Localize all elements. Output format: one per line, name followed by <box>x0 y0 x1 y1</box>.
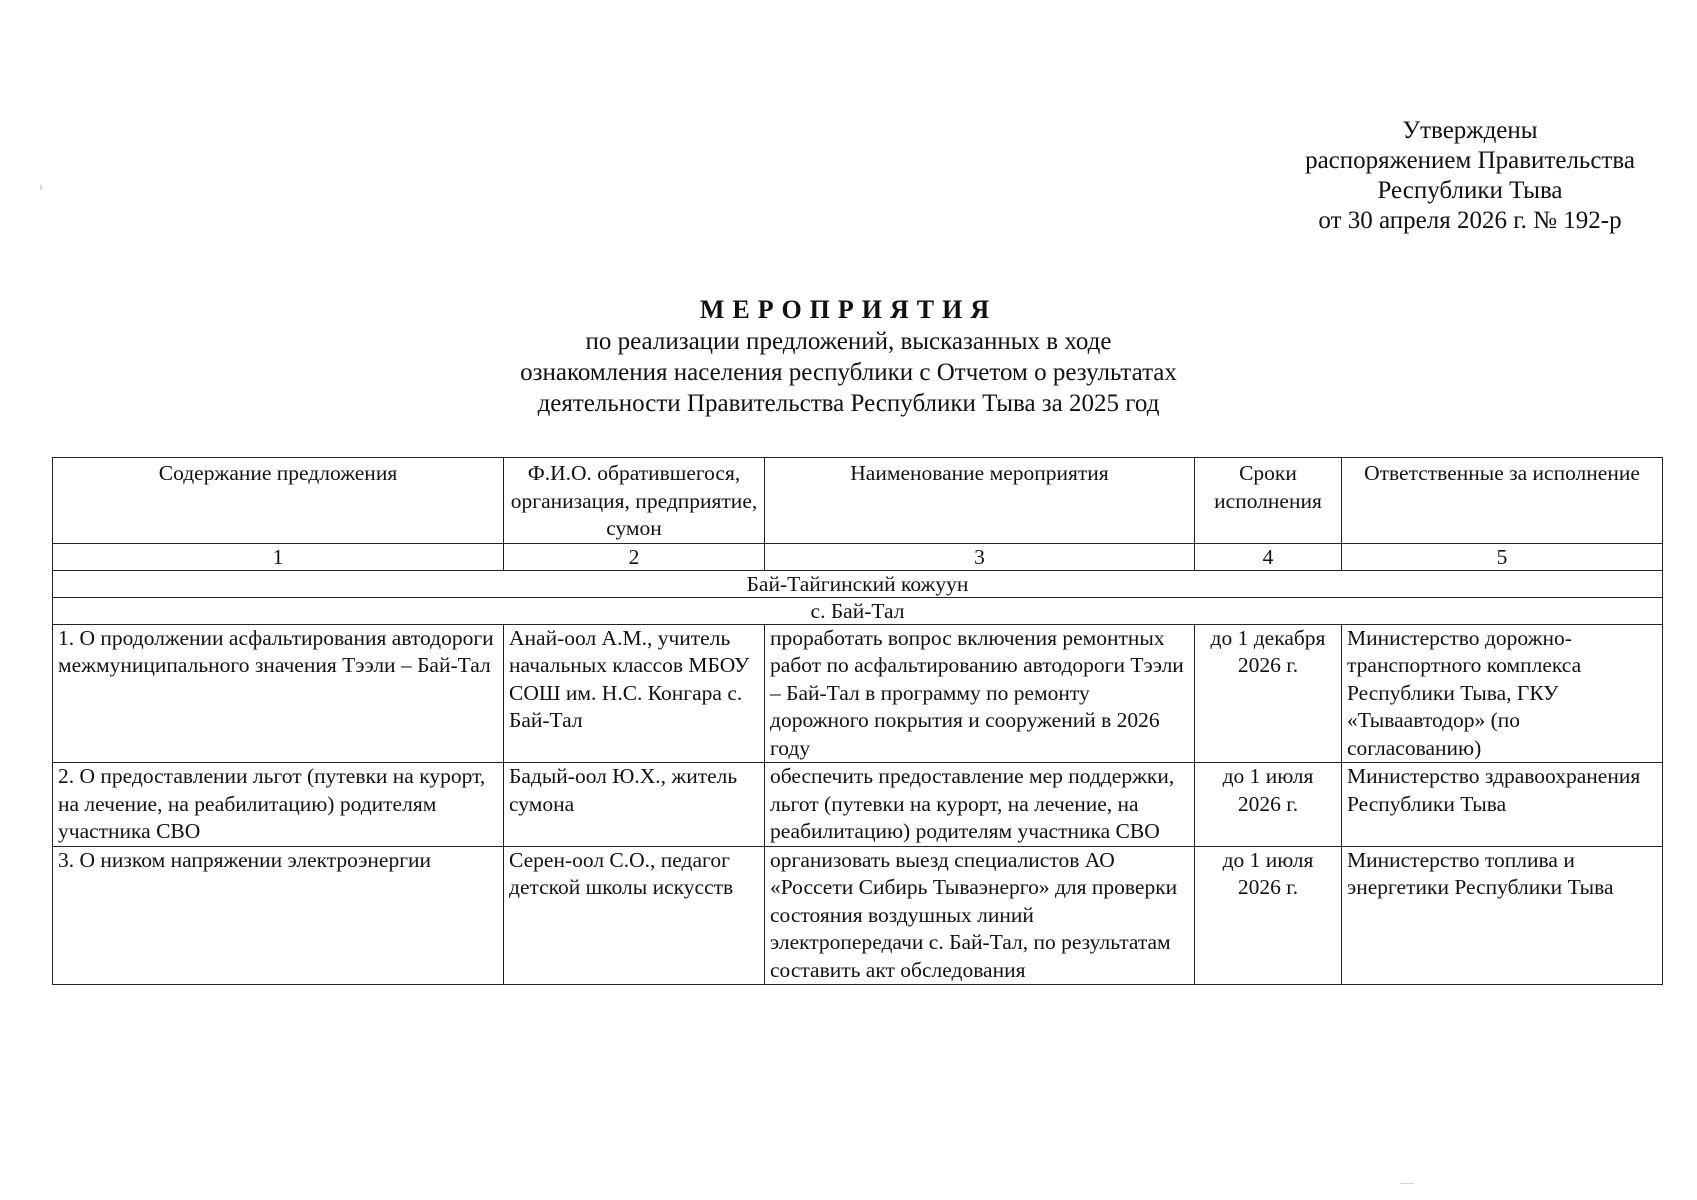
table-row <box>53 624 1663 763</box>
header-applicant: Ф.И.О. обратившегося, организация, предприятие, сумон <box>504 458 765 544</box>
measure-cell: организовать выезд специалистов АО «Россети Сибирь Тываэнерго» для проверки состояния воздушных линий электропередачи с. Бай-Тал, по результатам составить акт обследования <box>765 846 1195 985</box>
deadline-cell: до 1 декабря 2026 г. <box>1195 624 1342 763</box>
header-responsible: Ответственные за исполнение <box>1342 458 1663 544</box>
header-deadline: Сроки исполнения <box>1195 458 1342 544</box>
header-measure: Наименование мероприятия <box>765 458 1195 544</box>
responsible-cell: Министерство дорожно-транспортного комплекса Республики Тыва, ГКУ «Тываавтодор» (по согласованию) <box>1342 624 1663 763</box>
column-number: 3 <box>765 543 1195 570</box>
approval-line-2: распоряжением Правительства <box>1305 147 1635 174</box>
proposal-cell: 3. О низком напряжении электроэнергии <box>53 846 504 985</box>
column-number: 1 <box>53 543 504 570</box>
approval-stamp <box>1270 116 1670 236</box>
scan-speck <box>40 185 42 190</box>
table-row <box>53 846 1663 985</box>
region-row <box>53 570 1663 597</box>
measure-cell: обеспечить предоставление мер поддержки, льгот (путевки на курорт, на лечение, на реабилитацию) родителям участника СВО <box>765 763 1195 847</box>
document-title <box>0 294 1697 419</box>
title-line-3: деятельности Правительства Республики Тыва за 2025 год <box>537 390 1160 417</box>
measures-table <box>52 457 1663 985</box>
title-line-2: ознакомления населения республики с Отчетом о результатах <box>520 359 1177 386</box>
column-number-row <box>53 543 1663 570</box>
approval-line-4: от 30 апреля 2026 г. № 192-р <box>1318 207 1622 234</box>
deadline-cell: до 1 июля 2026 г. <box>1195 763 1342 847</box>
applicant-cell: Бадый-оол Ю.Х., житель сумона <box>504 763 765 847</box>
column-number: 4 <box>1195 543 1342 570</box>
proposal-cell: 2. О предоставлении льгот (путевки на курорт, на лечение, на реабилитацию) родителям участника СВО <box>53 763 504 847</box>
header-proposal: Содержание предложения <box>53 458 504 544</box>
approval-line-3: Республики Тыва <box>1377 177 1563 204</box>
village-name: с. Бай-Тал <box>53 597 1663 624</box>
column-number: 5 <box>1342 543 1663 570</box>
table-row <box>53 763 1663 847</box>
applicant-cell: Анай-оол А.М., учитель начальных классов МБОУ СОШ им. Н.С. Конгара с. Бай-Тал <box>504 624 765 763</box>
table-header-row <box>53 458 1663 544</box>
proposal-cell: 1. О продолжении асфальтирования автодороги межмуниципального значения Тээли – Бай-Тал <box>53 624 504 763</box>
approval-line-1: Утверждены <box>1402 117 1538 144</box>
measure-cell: проработать вопрос включения ремонтных работ по асфальтированию автодороги Тээли – Бай-Тал в программу по ремонту дорожного покрытия и сооружений в 2026 году <box>765 624 1195 763</box>
applicant-cell: Серен-оол С.О., педагог детской школы искусств <box>504 846 765 985</box>
scan-speck <box>1400 1183 1414 1184</box>
deadline-cell: до 1 июля 2026 г. <box>1195 846 1342 985</box>
column-number: 2 <box>504 543 765 570</box>
title-main: МЕРОПРИЯТИЯ <box>699 295 998 324</box>
responsible-cell: Министерство топлива и энергетики Республики Тыва <box>1342 846 1663 985</box>
title-line-1: по реализации предложений, высказанных в ходе <box>585 328 1112 355</box>
village-row <box>53 597 1663 624</box>
responsible-cell: Министерство здравоохранения Республики Тыва <box>1342 763 1663 847</box>
region-name: Бай-Тайгинский кожуун <box>53 570 1663 597</box>
